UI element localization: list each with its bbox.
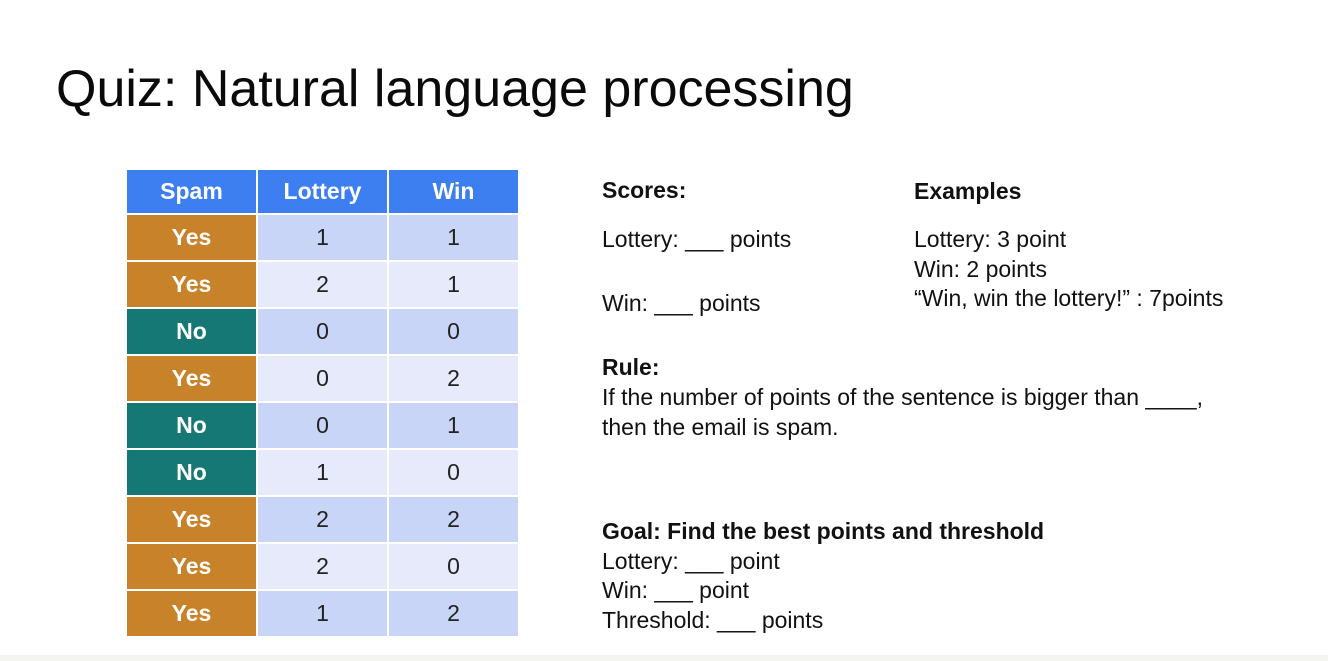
rule-heading: Rule: (602, 354, 660, 380)
example-lottery: Lottery: 3 point (914, 226, 1067, 252)
cell-spam: Yes (127, 544, 256, 589)
cell-win: 1 (389, 403, 518, 448)
cell-lottery: 0 (258, 309, 387, 354)
examples-heading: Examples (914, 178, 1022, 204)
cell-win: 2 (389, 497, 518, 542)
example-sentence: “Win, win the lottery!” : 7points (914, 285, 1224, 311)
header-lottery: Lottery (258, 170, 387, 213)
cell-spam: No (127, 450, 256, 495)
cell-win: 0 (389, 450, 518, 495)
cell-spam: Yes (127, 497, 256, 542)
cell-lottery: 1 (258, 215, 387, 260)
rule-line-1: If the number of points of the sentence is bigger than ____, (602, 384, 1203, 410)
scores-lottery: Lottery: ___ points (602, 226, 792, 252)
cell-win: 2 (389, 591, 518, 636)
header-spam: Spam (127, 170, 256, 213)
rule-line-2: then the email is spam. (602, 414, 839, 440)
table-header-row (127, 170, 518, 213)
table-row (127, 262, 518, 307)
cell-lottery: 0 (258, 403, 387, 448)
table-row (127, 497, 518, 542)
slide-title: Quiz: Natural language processing (56, 60, 854, 118)
table-row (127, 215, 518, 260)
table-row (127, 450, 518, 495)
cell-lottery: 1 (258, 450, 387, 495)
header-win: Win (389, 170, 518, 213)
table-row (127, 591, 518, 636)
cell-win: 1 (389, 262, 518, 307)
cell-spam: No (127, 309, 256, 354)
cell-spam: Yes (127, 215, 256, 260)
cell-lottery: 2 (258, 544, 387, 589)
spam-data-table (125, 168, 520, 638)
table-row (127, 403, 518, 448)
cell-lottery: 1 (258, 591, 387, 636)
cell-lottery: 2 (258, 497, 387, 542)
goal-heading: Goal: Find the best points and threshold (602, 518, 1045, 544)
example-win: Win: 2 points (914, 256, 1047, 282)
goal-win: Win: ___ point (602, 577, 750, 603)
scores-win: Win: ___ points (602, 290, 761, 316)
goal-threshold: Threshold: ___ points (602, 607, 824, 633)
cell-win: 0 (389, 309, 518, 354)
table-row (127, 309, 518, 354)
cell-win: 0 (389, 544, 518, 589)
cell-spam: Yes (127, 591, 256, 636)
table-row (127, 356, 518, 401)
cell-spam: No (127, 403, 256, 448)
cell-win: 2 (389, 356, 518, 401)
cell-win: 1 (389, 215, 518, 260)
bottom-band (0, 655, 1328, 661)
cell-lottery: 2 (258, 262, 387, 307)
scores-heading: Scores: (602, 177, 687, 203)
goal-lottery: Lottery: ___ point (602, 548, 780, 574)
table-row (127, 544, 518, 589)
cell-spam: Yes (127, 356, 256, 401)
cell-spam: Yes (127, 262, 256, 307)
cell-lottery: 0 (258, 356, 387, 401)
